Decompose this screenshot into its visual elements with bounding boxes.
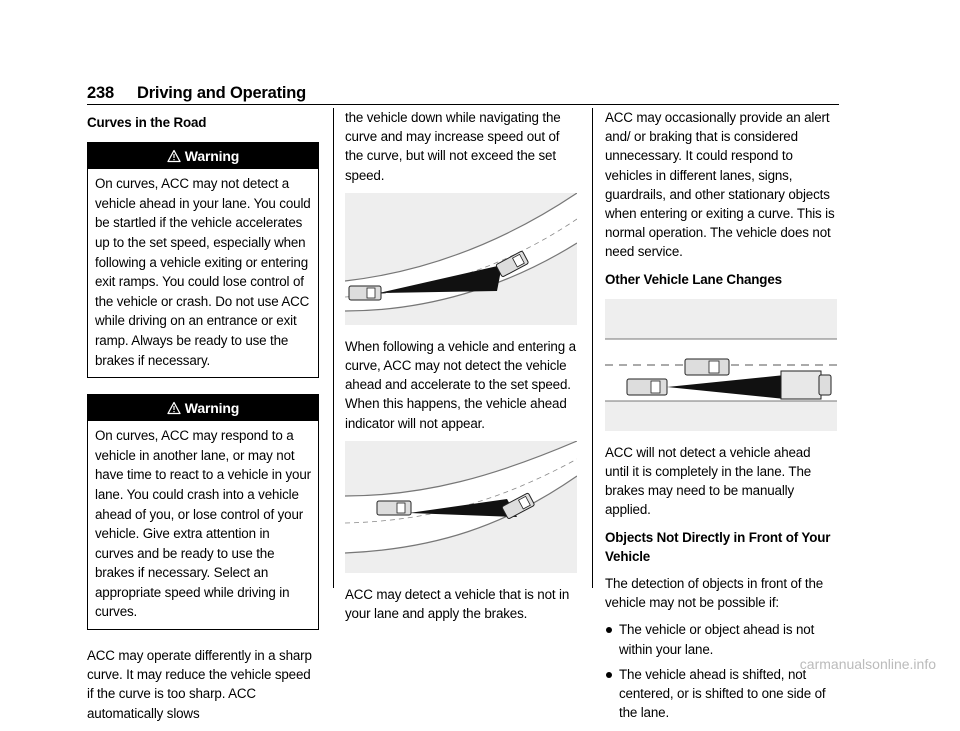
- warning-text: On curves, ACC may respond to a vehicle in another lane, or may not have time to react to a vehicle in your lane. You could crash into a vehicle ahead of you, or lose control of your vehicle. Give extra attention in curves and be ready to use the brakes if necessary. Select an appropriate speed while driving in curves.: [95, 428, 311, 620]
- curve-following-illustration: [345, 193, 577, 325]
- warning-triangle-icon: [167, 149, 181, 163]
- section-title: Driving and Operating: [137, 84, 307, 102]
- warning-box: [87, 142, 319, 378]
- warning-triangle-icon: [167, 401, 181, 415]
- paragraph: ACC may occasionally provide an alert and/ or braking that is considered unnecessary. It could respond to vehicles in different lanes, signs, guardrails, and other stationary objects when entering or exiting a curve. This is normal operation. The vehicle does not need service.: [605, 110, 835, 260]
- paragraph: ACC will not detect a vehicle ahead until it is completely in the lane. The brakes may need to be manually applied.: [605, 444, 812, 518]
- column-1: [87, 113, 319, 731]
- subheading-lane-changes: Other Vehicle Lane Changes: [605, 271, 782, 287]
- paragraph: The detection of objects in front of the vehicle may not be possible if:: [605, 576, 824, 611]
- paragraph: When following a vehicle and entering a curve, ACC may not detect the vehicle ahead and accelerate to the set speed. When this happens, the vehicle ahead indicator will not appear.: [345, 338, 576, 431]
- warning-title: Warning: [184, 400, 240, 417]
- paragraph: ACC may operate differently in a sharp curve. It may reduce the vehicle speed if the curve is too sharp. ACC automatically slows: [87, 648, 312, 721]
- warning-header: [88, 395, 318, 421]
- paragraph: the vehicle down while navigating the curve and may increase speed out of the curve, but will not exceed the set speed.: [345, 110, 561, 183]
- page-number: 238: [87, 84, 114, 102]
- list-item: The vehicle ahead is shifted, not centered, or is shifted to one side of the lane.: [605, 665, 837, 723]
- warning-header: [88, 143, 318, 169]
- warning-title: Warning: [184, 148, 240, 165]
- curve-adjacent-lane-illustration: [345, 441, 577, 573]
- watermark: carmanualsonline.info: [799, 656, 936, 672]
- subheading-objects: Objects Not Directly in Front of Your Vehicle: [605, 529, 831, 564]
- subheading-curves: Curves in the Road: [87, 115, 207, 130]
- warning-text: On curves, ACC may not detect a vehicle ahead in your lane. You could be startled if the vehicle accelerates up to the set speed, especially when following a vehicle exiting or entering exit ramps. You could lose control of the vehicle or crash. Do not use ACC while driving on an entrance or exit ramp. Always be ready to use the brakes if necessary.: [95, 176, 311, 368]
- paragraph: ACC may detect a vehicle that is not in your lane and apply the brakes.: [345, 586, 570, 622]
- column-2: [345, 108, 577, 631]
- lane-change-illustration: [605, 299, 837, 431]
- column-divider: [333, 108, 334, 588]
- list-item: The vehicle or object ahead is not within your lane.: [605, 620, 837, 658]
- column-divider: [592, 108, 593, 588]
- page-header: [87, 82, 839, 105]
- warning-box: [87, 394, 319, 630]
- column-3: [605, 108, 837, 728]
